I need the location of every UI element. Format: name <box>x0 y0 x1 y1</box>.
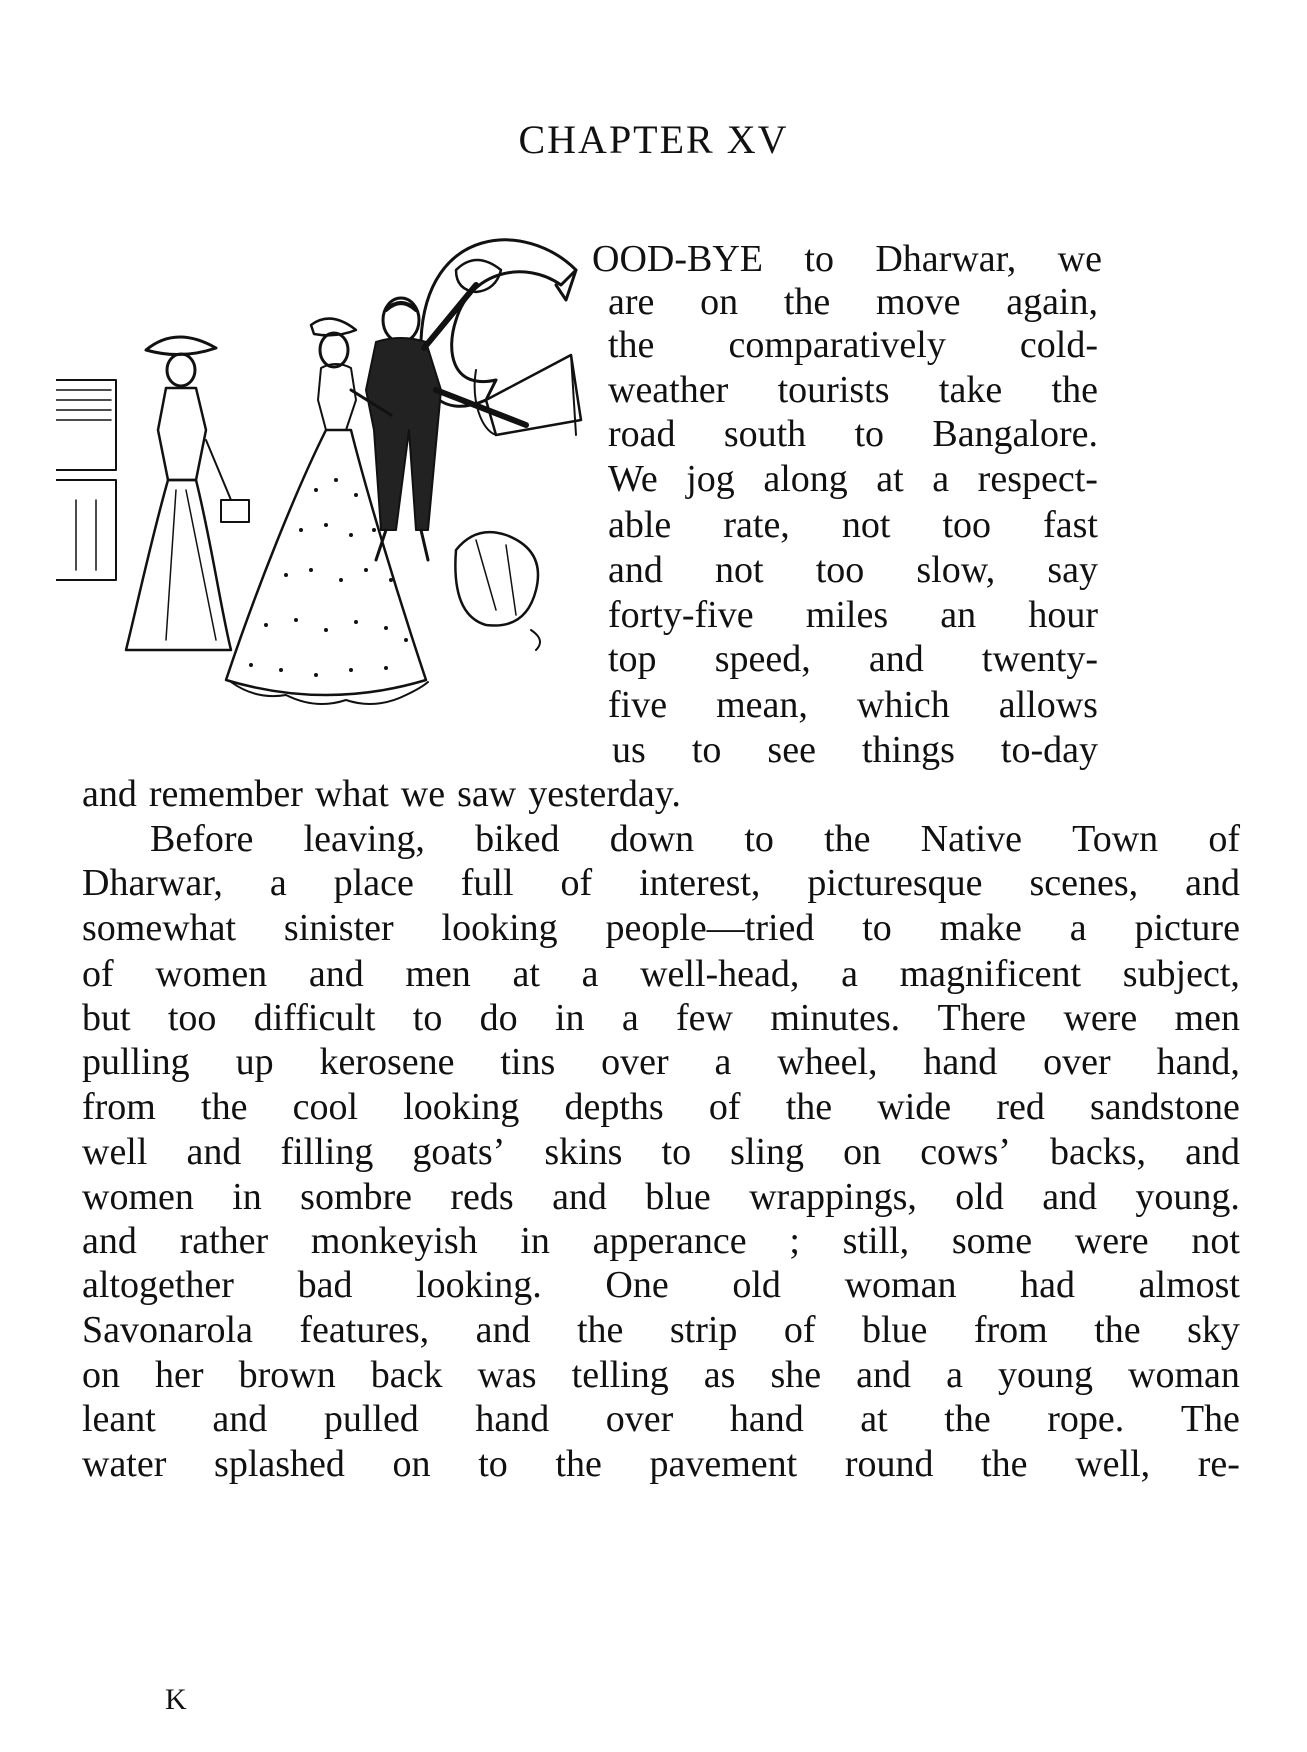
lead-line: forty-five miles an hour <box>608 594 1098 636</box>
lead-line: weather tourists take the <box>608 369 1098 411</box>
body-line: water splashed on to the pavement round the well, re- <box>82 1443 1240 1485</box>
lead-line: are on the move again, <box>608 281 1098 323</box>
body-line: well and filling goats’ skins to sling on cows’ backs, and <box>82 1131 1240 1173</box>
luggage-sketch <box>56 380 116 580</box>
body-line: and remember what we saw yesterday. <box>82 773 681 815</box>
lead-line: top speed, and twenty- <box>608 638 1098 680</box>
bag-sketch <box>455 532 540 650</box>
lead-line: able rate, not too fast <box>608 504 1098 546</box>
lead-line: five mean, which allows <box>608 684 1098 726</box>
lead-line: and not too slow, say <box>608 549 1098 591</box>
body-line: Dharwar, a place full of interest, picturesque scenes, and <box>82 862 1240 904</box>
lead-line: OOD-BYE to Dharwar, we <box>592 238 1102 280</box>
lead-line: the comparatively cold- <box>608 324 1098 366</box>
lead-line: We jog along at a respect- <box>608 458 1098 500</box>
chapter-title: CHAPTER XV <box>518 117 789 162</box>
body-line: pulling up kerosene tins over a wheel, hand over hand, <box>82 1041 1240 1083</box>
body-line: leant and pulled hand over hand at the rope. The <box>82 1398 1240 1440</box>
drop-cap-illustration <box>56 230 666 830</box>
body-line: somewhat sinister looking people—tried to make a picture <box>82 907 1240 949</box>
body-line: Before leaving, biked down to the Native Town of <box>150 818 1240 860</box>
signature-mark: K <box>165 1683 187 1716</box>
body-line: on her brown back was telling as she and a young woman <box>82 1354 1240 1396</box>
man-figure <box>366 260 526 560</box>
lead-line: road south to Bangalore. <box>608 413 1098 455</box>
body-line: and rather monkeyish in apperance ; still, some were not <box>82 1220 1240 1262</box>
woman-left-figure <box>126 337 249 650</box>
body-line: altogether bad looking. One old woman had almost <box>82 1264 1240 1306</box>
body-line: Savonarola features, and the strip of blue from the sky <box>82 1309 1240 1351</box>
body-line: women in sombre reds and blue wrappings, old and young. <box>82 1176 1240 1218</box>
body-line: from the cool looking depths of the wide red sandstone <box>82 1086 1240 1128</box>
lead-line: us to see things to-day <box>612 729 1098 771</box>
body-line: of women and men at a well-head, a magnificent subject, <box>82 953 1240 995</box>
body-line: but too difficult to do in a few minutes. There were men <box>82 997 1240 1039</box>
